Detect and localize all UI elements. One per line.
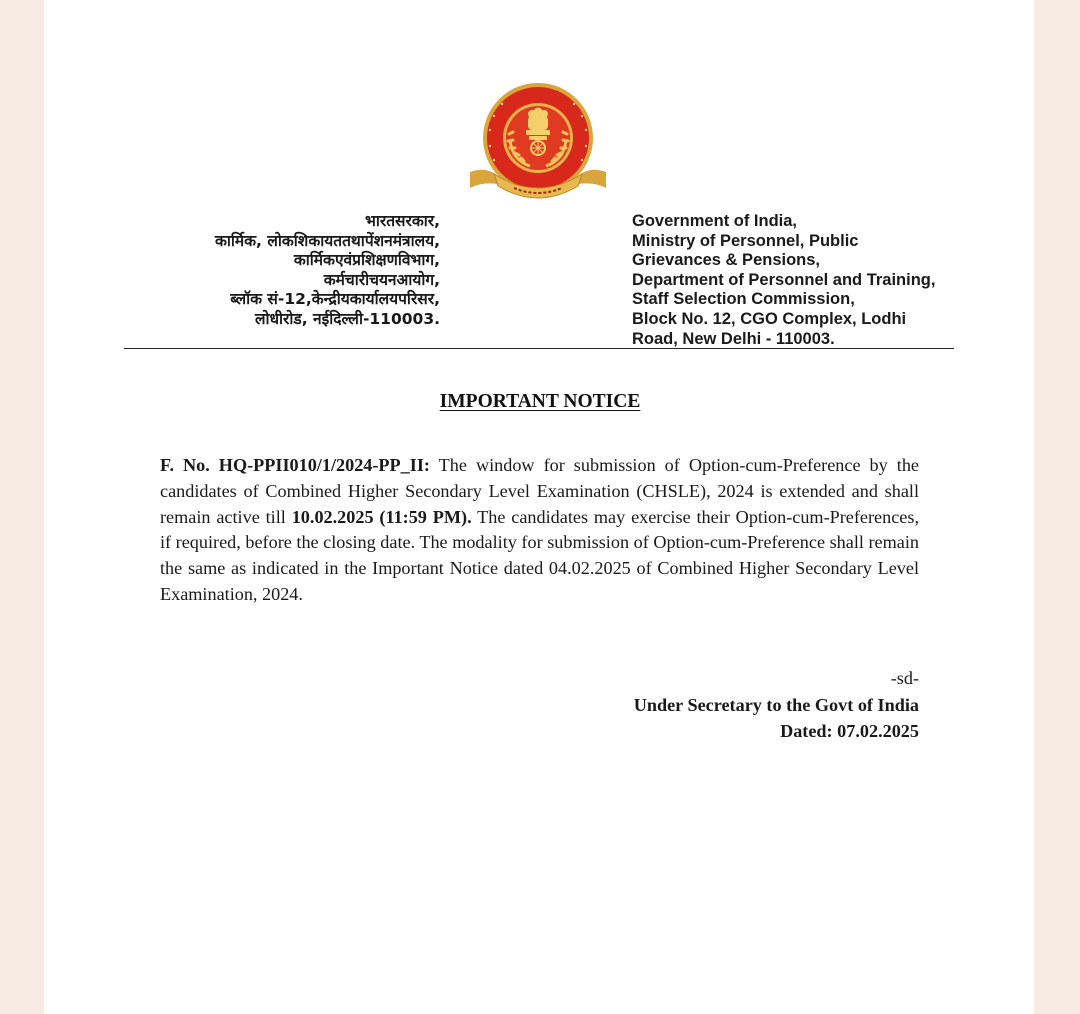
hindi-address-line: ब्लॉक सं-12,केन्द्रीयकार्यालयपरिसर, [230,290,440,309]
hindi-address-line: कार्मिकएवंप्रशिक्षणविभाग, [293,251,440,270]
notice-date: Dated: 07.02.2025 [780,721,919,741]
notice-text-part2: The candidates may exercise their Option-cum-Preferences, if required, before the closing date. The modality for submission of Option-cum-Preference shall remain the same as indicated in the Important Notice dated 04.02.2025 of Combined Higher Secondary Level Examination, 2024. [160,506,919,604]
hindi-address-line: कर्मचारीचयनआयोग, [323,270,440,289]
english-address-line: Grievances & Pensions, [632,251,821,270]
hindi-address-line: कार्मिक, लोकशिकायततथापेंशनमंत्रालय, [214,231,440,250]
signatory-designation: Under Secretary to the Govt of India [633,694,919,715]
deadline: 10.02.2025 (11:59 PM). [291,506,472,527]
english-address-line: Staff Selection Commission, [632,290,855,309]
hindi-address-line: लोधीरोड, नईदिल्ली-110003. [254,309,440,328]
english-address [632,212,972,349]
header-divider [124,348,954,349]
file-number: F. No. HQ-PPII010/1/2024-PP_II: [160,455,430,475]
notice-title: IMPORTANT NOTICE [439,391,641,412]
english-address-line: Government of India, [632,212,798,230]
english-address-line: Ministry of Personnel, Public [632,231,859,250]
notice-text-part1: The window for submission of Option-cum-Preference by the candidates of Combined Higher Secondary Level Examination (CHSLE), 2024 is extended and shall remain active till [160,455,919,527]
hindi-address-line: भारतसरकार, [364,212,440,230]
signature-block [634,665,919,745]
signed-mark: -sd- [890,668,919,688]
english-address-line: Department of Personnel and Training, [632,270,936,289]
notice-body [160,453,919,608]
hindi-address [20,212,440,330]
ssc-logo [466,80,610,204]
english-address-line: Block No. 12, CGO Complex, Lodhi [632,309,907,328]
english-address-line: Road, New Delhi - 110003. [632,329,835,348]
